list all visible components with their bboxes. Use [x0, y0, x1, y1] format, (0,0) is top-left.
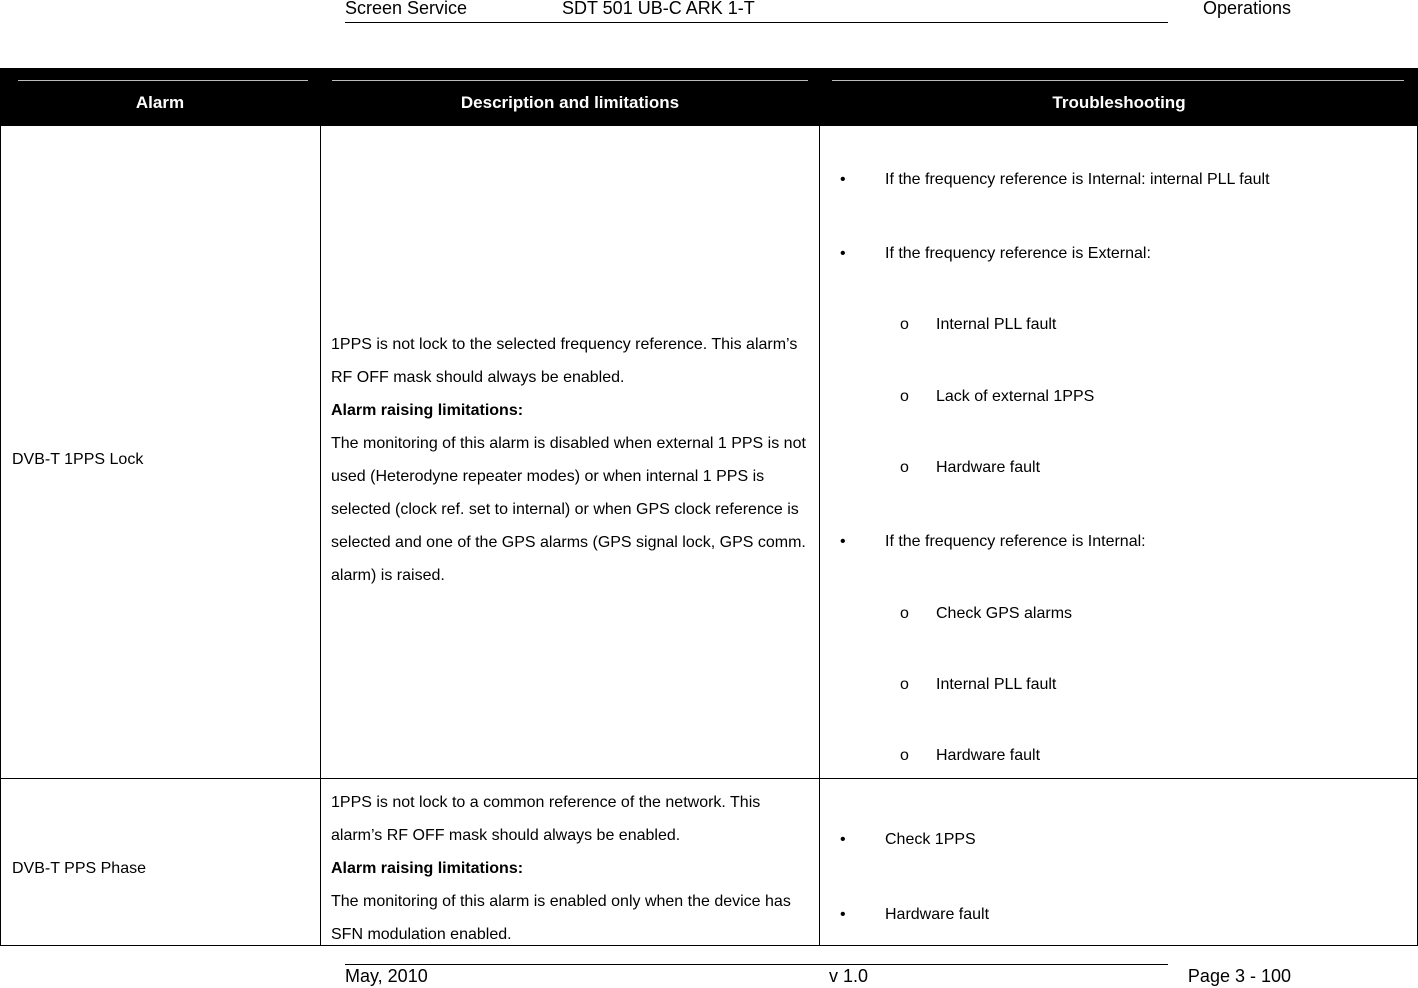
header-rule [345, 22, 1168, 23]
limitations-text: The monitoring of this alarm is disabled when external 1 PPS is not used (Heterodyne repeater modes) or when internal 1 PPS is selected (clock ref. set to internal) or when GPS clock reference is selected and one of the GPS alarms (GPS signal lock, GPS comm. alarm) is raised. [331, 435, 806, 584]
row-divider [0, 778, 1418, 779]
footer-page-number: Page 3 - 100 [1187, 966, 1291, 986]
bullet-icon: • [840, 245, 846, 262]
alarm-table: Alarm Description and limitations Troubleshooting DVB-T 1PPS Lock 1PPS is not lock to the selected frequency reference. This alarm’s RF OFF mask should always be enabled. Alarm raising limitations: The monitoring of this alarm is disabled when external 1 PPS is not used (Heterodyne repeater modes) or when internal 1 PPS is selected (clock ref. set to internal) or when GPS clock reference is selected and one of the GPS alarms (GPS signal lock, GPS comm. alarm) is raised. • If the frequency reference is Internal: internal PLL fault • If the frequency reference is External: o Internal PLL fault o Lack of external 1PPS o Hardware fault • If the frequency reference is Internal: o Check GPS alarms o Internal PLL fault o Hardware fault DVB-T PPS Phase 1PPS is not lock to a common reference of the network. This alarm’s RF OFF mask should always be enabled. Alarm raising limitations: The monitoring of this alarm is enabled only when the device has SFN modulation enabled. • Check 1PPS • Hardware fault [0, 68, 1418, 946]
table-header [0, 68, 1418, 126]
footer-version: v 1.0 [829, 966, 869, 986]
column-divider [320, 126, 321, 946]
circle-bullet-icon: o [900, 459, 909, 476]
table-border [0, 126, 1, 946]
circle-bullet-icon: o [900, 388, 909, 405]
bullet-icon: • [840, 171, 846, 188]
alarm-description [331, 328, 813, 592]
header-product: SDT 501 UB-C ARK 1-T [562, 0, 755, 18]
column-header-description: Description and limitations [460, 93, 680, 112]
column-header-troubleshooting: Troubleshooting [1052, 93, 1186, 112]
circle-bullet-icon: o [900, 605, 909, 622]
footer-rule [345, 964, 1168, 965]
header-section: Operations [1202, 0, 1291, 18]
limitations-title: Alarm raising limitations: [331, 860, 524, 877]
column-divider [819, 126, 820, 946]
bullet-icon: • [840, 831, 846, 848]
header-company: Screen Service [345, 0, 468, 18]
page-footer [345, 966, 1291, 988]
column-header-alarm: Alarm [135, 93, 185, 112]
description-text: 1PPS is not lock to the selected frequency reference. This alarm’s RF OFF mask should always be enabled. [331, 336, 798, 386]
bullet-icon: • [840, 906, 846, 923]
footer-date: May, 2010 [345, 966, 428, 986]
circle-bullet-icon: o [900, 747, 909, 764]
alarm-name: DVB-T PPS Phase [12, 860, 146, 877]
description-text: 1PPS is not lock to a common reference of the network. This alarm’s RF OFF mask should always be enabled. [331, 794, 761, 844]
alarm-description [331, 786, 813, 951]
limitations-text: The monitoring of this alarm is enabled only when the device has SFN modulation enabled. [331, 893, 791, 943]
alarm-name: DVB-T 1PPS Lock [12, 451, 144, 468]
page-header [345, 0, 1291, 22]
bullet-icon: • [840, 533, 846, 550]
limitations-title: Alarm raising limitations: [331, 402, 524, 419]
circle-bullet-icon: o [900, 676, 909, 693]
circle-bullet-icon: o [900, 316, 909, 333]
